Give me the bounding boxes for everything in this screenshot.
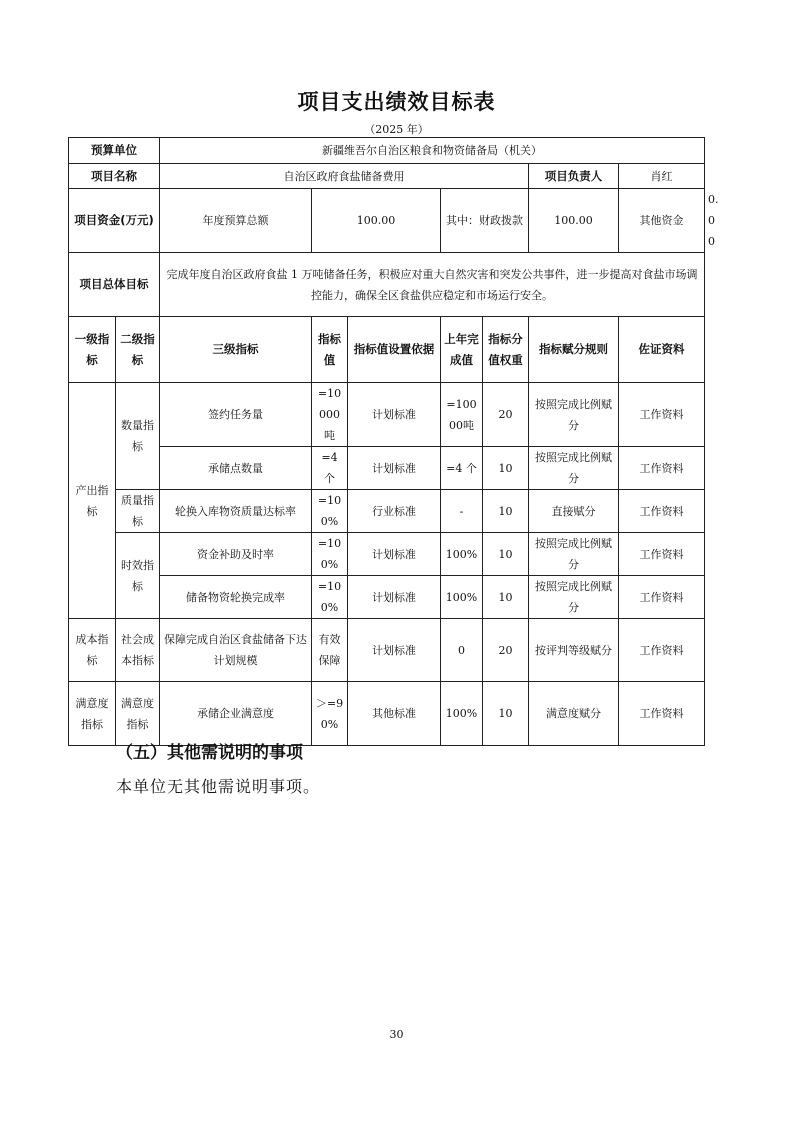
header-level2: 二级指标 [116,317,160,383]
header-basis: 指标值设置依据 [348,317,441,383]
row-rule: 按照完成比例赋分 [529,576,619,619]
row-prev: 100% [441,682,483,746]
row-value: =10000吨 [312,383,348,447]
row-prev: 0 [441,619,483,682]
row-value: =100% [312,576,348,619]
group-output: 产出指标 [69,383,116,619]
row-evidence: 工作资料 [619,619,705,682]
row-weight: 10 [483,490,529,533]
leader-label: 项目负责人 [529,164,619,189]
row-basis: 计划标准 [348,383,441,447]
section-text: 本单位无其他需说明事项。 [116,777,321,796]
row-prev: =10000吨 [441,383,483,447]
project-name-label: 项目名称 [69,164,160,189]
row-weight: 20 [483,619,529,682]
row-basis: 计划标准 [348,576,441,619]
section-heading: （五）其他需说明的事项 [116,743,303,763]
row-indicator: 储备物资轮换完成率 [160,576,312,619]
row-rule: 按照完成比例赋分 [529,383,619,447]
header-level1: 一级指标 [69,317,116,383]
fund-label: 项目资金(万元) [69,189,160,253]
row-value: =4 个 [312,447,348,490]
group-timeliness: 时效指标 [116,533,160,619]
row-evidence: 工作资料 [619,576,705,619]
table-row [69,383,705,447]
row-evidence: 工作资料 [619,383,705,447]
row-indicator: 资金补助及时率 [160,533,312,576]
page-number: 30 [389,1028,404,1041]
table-row [69,490,705,533]
row-weight: 10 [483,533,529,576]
header-prev: 上年完成值 [441,317,483,383]
row-evidence: 工作资料 [619,447,705,490]
table-row [69,447,705,490]
group-satisfaction: 满意度指标 [69,682,116,746]
row-basis: 计划标准 [348,619,441,682]
group-social-cost: 社会成本指标 [116,619,160,682]
fiscal-allocation-label: 其中：财政拨款 [441,189,529,253]
row-rule: 直接赋分 [529,490,619,533]
row-rule: 满意度赋分 [529,682,619,746]
row-indicator: 承储企业满意度 [160,682,312,746]
unit-value: 新疆维吾尔自治区粮食和物资储备局（机关） [160,138,705,164]
row-weight: 10 [483,447,529,490]
page-title: 项目支出绩效目标表 [297,90,496,114]
row-prev: 100% [441,533,483,576]
row-basis: 行业标准 [348,490,441,533]
row-indicator: 承储点数量 [160,447,312,490]
annual-budget-label: 年度预算总额 [160,189,312,253]
row-rule: 按照完成比例赋分 [529,533,619,576]
group-satisfaction-sub: 满意度指标 [116,682,160,746]
row-value: =100% [312,533,348,576]
group-cost: 成本指标 [69,619,116,682]
other-funds-label: 其他资金 [619,189,705,253]
row-value: =100% [312,490,348,533]
header-rule: 指标赋分规则 [529,317,619,383]
row-indicator: 签约任务量 [160,383,312,447]
row-rule: 按照完成比例赋分 [529,447,619,490]
goal-label: 项目总体目标 [69,253,160,317]
project-name-row [69,164,705,189]
row-evidence: 工作资料 [619,533,705,576]
group-quantity: 数量指标 [116,383,160,490]
header-weight: 指标分值权重 [483,317,529,383]
table-row [69,682,705,746]
row-basis: 其他标准 [348,682,441,746]
fiscal-allocation-value: 100.00 [529,189,619,253]
row-prev: 100% [441,576,483,619]
goal-value: 完成年度自治区政府食盐 1 万吨储备任务，积极应对重大自然灾害和突发公共事件，进一步提高对食盐市场调控能力，确保全区食盐供应稳定和市场运行安全。 [160,253,705,317]
row-weight: 10 [483,682,529,746]
annual-budget-value: 100.00 [312,189,441,253]
row-evidence: 工作资料 [619,682,705,746]
row-value: 有效保障 [312,619,348,682]
header-evidence: 佐证资料 [619,317,705,383]
row-prev: =4 个 [441,447,483,490]
row-indicator: 保障完成自治区食盐储备下达计划规模 [160,619,312,682]
performance-table [68,137,719,746]
row-value: ＞=90% [312,682,348,746]
table-row [69,533,705,576]
unit-label: 预算单位 [69,138,160,164]
row-indicator: 轮换入库物资质量达标率 [160,490,312,533]
project-name-value: 自治区政府食盐储备费用 [160,164,529,189]
group-quality: 质量指标 [116,490,160,533]
unit-row [69,138,705,164]
header-row [69,317,705,383]
goal-row [69,253,705,317]
year-label: （2025 年） [364,123,429,136]
row-prev: - [441,490,483,533]
row-rule: 按评判等级赋分 [529,619,619,682]
header-value: 指标值 [312,317,348,383]
row-evidence: 工作资料 [619,490,705,533]
fund-row: 项目资金(万元) 年度预算总额 100.00 其中：财政拨款 100.00 其他资金 0.00 [69,189,705,253]
table-row [69,619,705,682]
leader-value: 肖红 [619,164,705,189]
row-basis: 计划标准 [348,447,441,490]
row-basis: 计划标准 [348,533,441,576]
row-weight: 10 [483,576,529,619]
row-weight: 20 [483,383,529,447]
table-row [69,576,705,619]
header-level3: 三级指标 [160,317,312,383]
